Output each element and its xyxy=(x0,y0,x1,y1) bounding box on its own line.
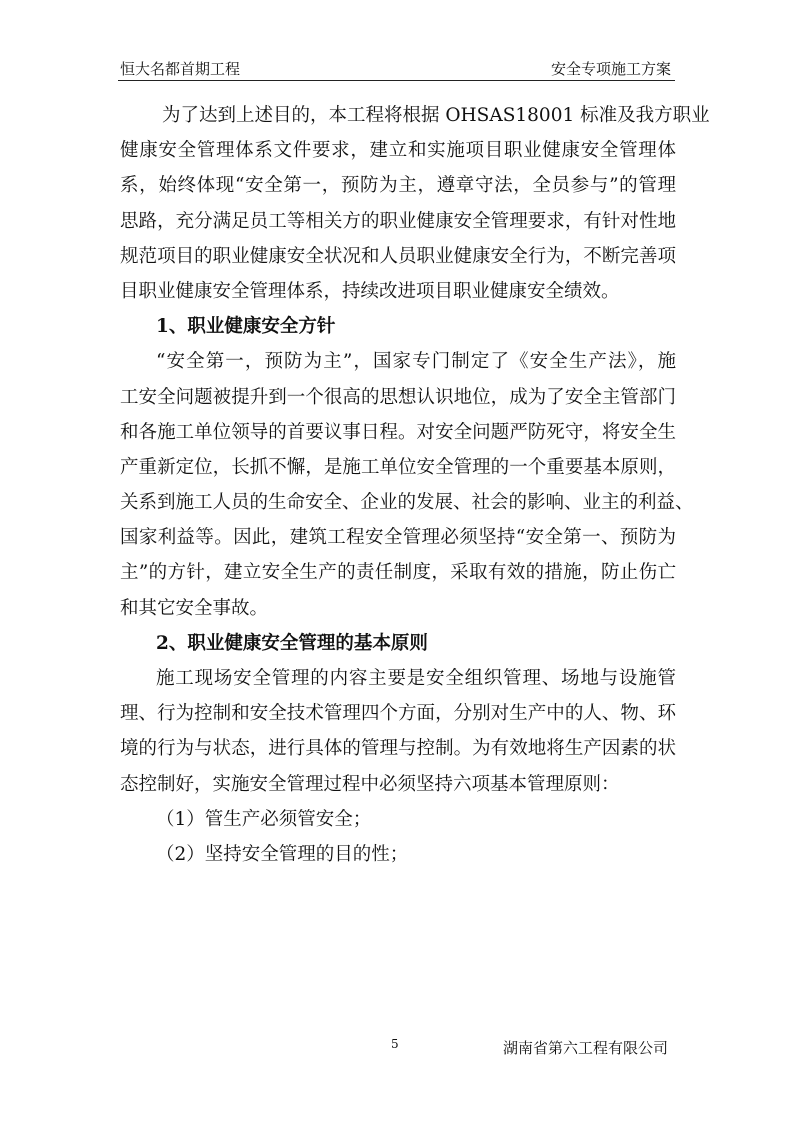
paragraph-2-line: 国家利益等。因此，建筑工程安全管理必须坚持“安全第一、预防为 xyxy=(120,527,676,549)
paragraph-2-line: 关系到施工人员的生命安全、企业的发展、社会的影响、业主的利益、 xyxy=(120,492,694,514)
header-document-title: 安全专项施工方案 xyxy=(550,60,671,78)
footer-company-name: 湖南省第六工程有限公司 xyxy=(502,1039,668,1057)
paragraph-1-line: 健康安全管理体系文件要求，建立和实施项目职业健康安全管理体 xyxy=(120,140,676,162)
paragraph-2-line: 工安全问题被提升到一个很高的思想认识地位，成为了安全主管部门 xyxy=(120,386,676,408)
principle-list-item: （2）坚持安全管理的目的性； xyxy=(156,843,409,865)
header-divider xyxy=(118,80,675,81)
section-heading-1: 1、职业健康安全方针 xyxy=(156,316,336,338)
page-number: 5 xyxy=(391,1037,399,1051)
principle-list-item: （1）管生产必须管安全； xyxy=(156,808,372,830)
paragraph-2-line: 产重新定位，长抓不懈，是施工单位安全管理的一个重要基本原则， xyxy=(120,456,676,478)
paragraph-2-line: “安全第一，预防为主”，国家专门制定了《安全生产法》，施 xyxy=(156,351,676,373)
paragraph-1-line: 为了达到上述目的，本工程将根据 OHSAS18001 标准及我方职业 xyxy=(162,105,710,126)
paragraph-1-line: 系，始终体现“安全第一，预防为主，遵章守法，全员参与”的管理 xyxy=(120,175,676,197)
paragraph-2-line: 和其它安全事故。 xyxy=(120,597,269,619)
paragraph-3-line: 施工现场安全管理的内容主要是安全组织管理、场地与设施管 xyxy=(156,668,676,689)
paragraph-3-line: 境的行为与状态，进行具体的管理与控制。为有效地将生产因素的状 xyxy=(120,738,676,760)
paragraph-3-line: 理、行为控制和安全技术管理四个方面，分别对生产中的人、物、环 xyxy=(120,703,676,725)
paragraph-1-line: 规范项目的职业健康安全状况和人员职业健康安全行为，不断完善项 xyxy=(120,245,676,267)
paragraph-2-line: 和各施工单位领导的首要议事日程。对安全问题严防死守，将安全生 xyxy=(120,421,676,443)
paragraph-3-line: 态控制好，实施安全管理过程中必须坚持六项基本管理原则： xyxy=(120,773,620,795)
header-project-name: 恒大名都首期工程 xyxy=(120,60,241,78)
paragraph-2-line: 主”的方针，建立安全生产的责任制度，采取有效的措施，防止伤亡 xyxy=(120,562,676,584)
section-heading-2: 2、职业健康安全管理的基本原则 xyxy=(156,632,428,654)
paragraph-1-line: 目职业健康安全管理体系，持续改进项目职业健康安全绩效。 xyxy=(120,280,620,302)
document-body xyxy=(120,98,710,872)
paragraph-1-line: 思路，充分满足员工等相关方的职业健康安全管理要求，有针对性地 xyxy=(120,210,676,232)
